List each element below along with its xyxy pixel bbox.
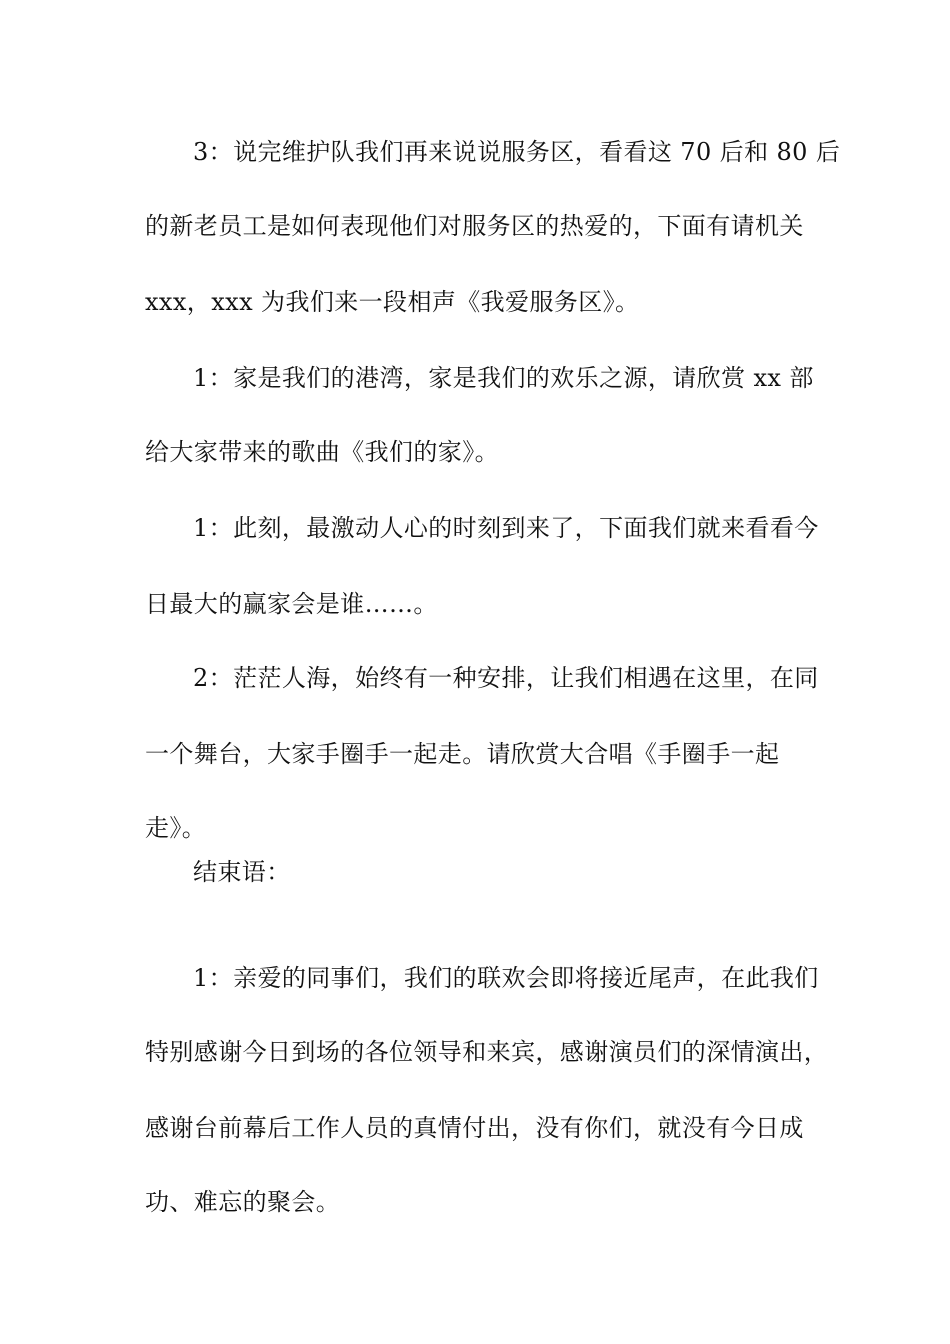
paragraph-home-line-2: 给大家带来的歌曲《我们的家》。 <box>145 438 499 466</box>
closing-line-2: 特别感谢今日到场的各位领导和来宾，感谢演员们的深情演出， <box>145 1038 829 1066</box>
paragraph-3-line-2: 的新老员工是如何表现他们对服务区的热爱的，下面有请机关 <box>145 212 804 240</box>
closing-heading: 结束语： <box>193 858 291 886</box>
paragraph-winner-line-1: 1：此刻，最激动人心的时刻到来了，下面我们就来看看今 <box>193 514 819 542</box>
paragraph-chorus-line-3: 走》。 <box>145 814 207 842</box>
paragraph-3-line-1: 3：说完维护队我们再来说说服务区，看看这 70 后和 80 后 <box>193 138 841 166</box>
paragraph-3-line-3: xxx，xxx 为我们来一段相声《我爱服务区》。 <box>145 288 640 316</box>
closing-line-4: 功、难忘的聚会。 <box>145 1188 341 1216</box>
paragraph-chorus-line-2: 一个舞台，大家手圈手一起走。请欣赏大合唱《手圈手一起 <box>145 740 780 768</box>
closing-line-1: 1：亲爱的同事们，我们的联欢会即将接近尾声，在此我们 <box>193 964 819 992</box>
paragraph-home-line-1: 1：家是我们的港湾，家是我们的欢乐之源，请欣赏 xx 部 <box>193 364 814 392</box>
closing-line-3: 感谢台前幕后工作人员的真情付出，没有你们，就没有今日成 <box>145 1114 804 1142</box>
paragraph-chorus-line-1: 2：茫茫人海，始终有一种安排，让我们相遇在这里，在同 <box>193 664 819 692</box>
paragraph-winner-line-2: 日最大的赢家会是谁……。 <box>145 590 438 618</box>
